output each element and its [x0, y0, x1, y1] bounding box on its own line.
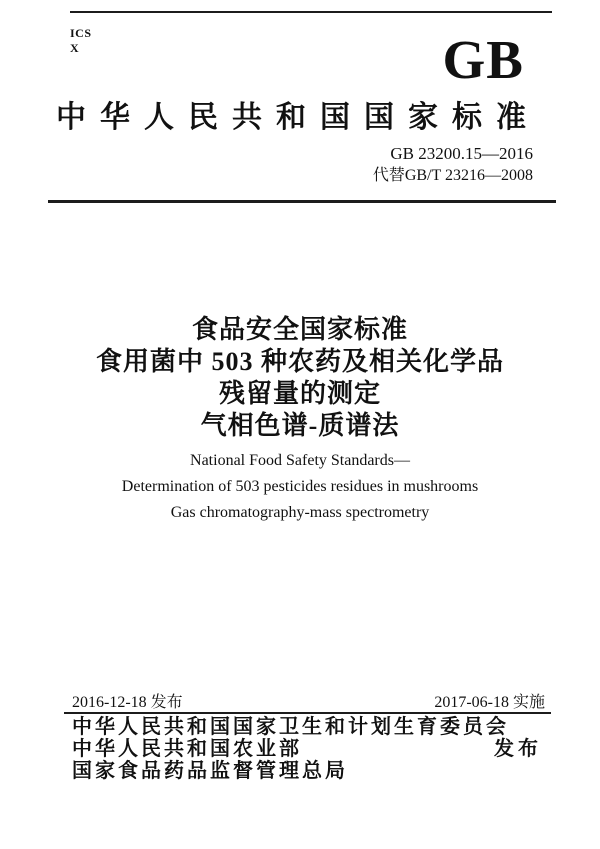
- issued-by-label: 发布: [494, 738, 542, 760]
- publisher-row-2: [72, 738, 542, 760]
- gb-logo: GB: [442, 29, 524, 90]
- replaced-standard: 代替GB/T 23216—2008: [372, 167, 533, 184]
- publishers-block: [72, 716, 542, 782]
- dates-row: [72, 694, 545, 712]
- top-divider: [70, 11, 552, 13]
- title-line-3: 残留量的测定: [218, 379, 381, 408]
- title-line-4: 气相色谱-质谱法: [200, 411, 400, 440]
- subtitle-line-1: National Food Safety Standards—: [190, 452, 410, 469]
- title-line-2: 食用菌中 503 种农药及相关化学品: [95, 347, 504, 376]
- ics-label: ICS: [70, 26, 92, 40]
- national-standard-heading: 中华人民共和国国家标准: [56, 101, 540, 134]
- footer-divider: [64, 712, 551, 714]
- publisher-row-3: [72, 760, 542, 782]
- header-divider: [48, 200, 556, 203]
- publisher-row-1: [72, 716, 542, 738]
- ics-code: X: [70, 41, 80, 55]
- subtitle-line-3: Gas chromatography-mass spectrometry: [170, 504, 430, 521]
- standard-number: GB 23200.15—2016: [390, 144, 533, 163]
- subtitle-line-2: Determination of 503 pesticides residues in mushrooms: [121, 478, 479, 495]
- issue-date: 2016-12-18 发布: [72, 694, 183, 711]
- standard-title: [0, 314, 600, 442]
- title-line-1: 食品安全国家标准: [191, 315, 408, 344]
- ics-block: [70, 26, 92, 56]
- publisher-health-commission: 中华人民共和国国家卫生和计划生育委员会: [72, 716, 509, 738]
- publisher-agriculture-ministry: 中华人民共和国农业部: [72, 738, 302, 760]
- publisher-food-drug-administration: 国家食品药品监督管理总局: [72, 760, 348, 782]
- implementation-date: 2017-06-18 实施: [434, 694, 545, 711]
- english-subtitle: [0, 448, 600, 526]
